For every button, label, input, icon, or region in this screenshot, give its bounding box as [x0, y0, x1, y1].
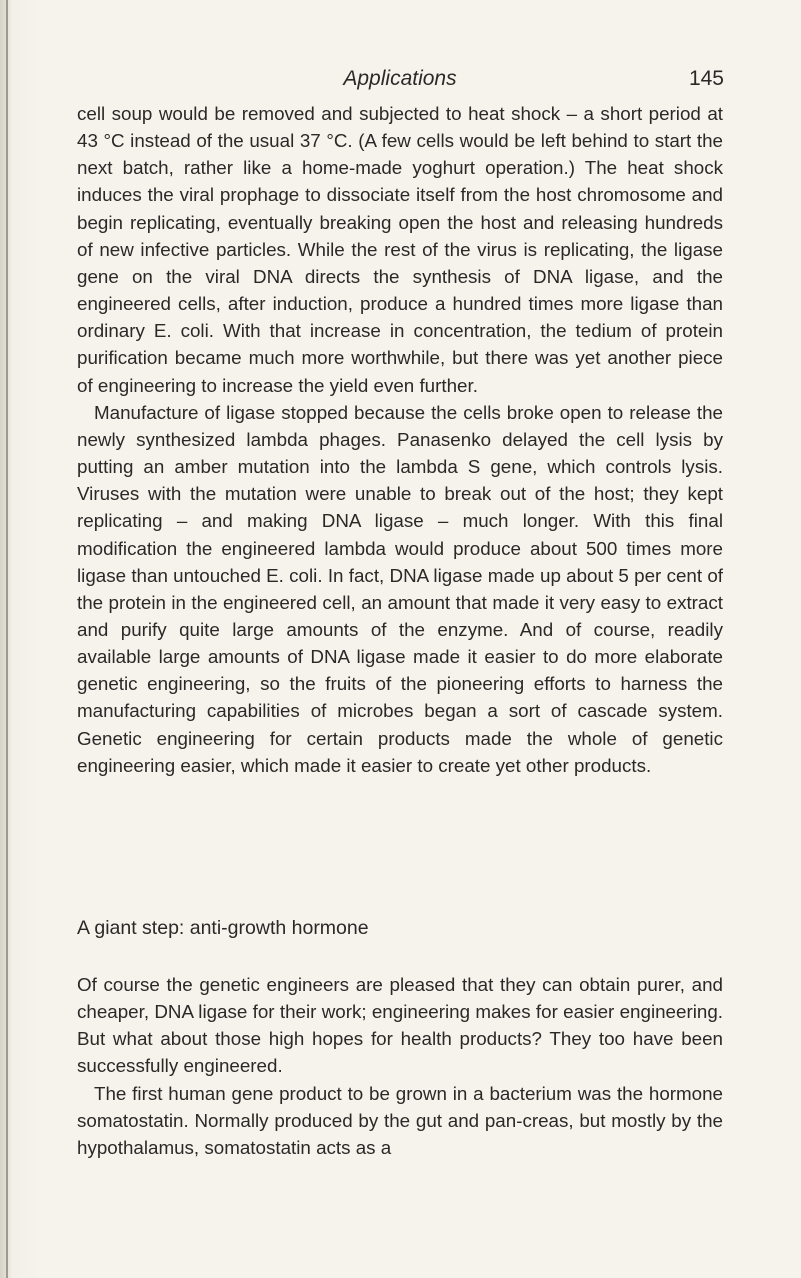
section-body-text [77, 971, 723, 1161]
section-heading: A giant step: anti-growth hormone [77, 917, 369, 939]
paragraph: Of course the genetic engineers are pleased that they can obtain purer, and cheaper, DNA ligase for their work; engineering makes for easier engineering. But what about those high hopes for health products? They too have been successfully engineered. [77, 974, 723, 1077]
running-head [76, 62, 724, 96]
binding-edge [6, 0, 8, 1278]
page-number: 145 [688, 67, 724, 90]
paragraph: The first human gene product to be grown in a bacterium was the hormone somatostatin. Normally produced by the gut and pan-creas, but mostly by the hypothalamus, somatostatin acts as a [77, 1082, 723, 1158]
running-title: Applications [343, 67, 457, 90]
body-text [77, 100, 723, 779]
paragraph: Manufacture of ligase stopped because the cells broke open to release the newly synthesized lambda phages. Panasenko delayed the cell lysis by putting an amber mutation into the lambda S gene, which controls lysis. Viruses with the mutation were unable to break out of the host; they kept replicating – and making DNA ligase – much longer. With this final modification the engineered lambda would produce about 500 times more ligase than untouched E. coli. In fact, DNA ligase made up about 5 per cent of the protein in the engineered cell, an amount that made it very easy to extract and purify quite large amounts of the enzyme. And of course, readily available large amounts of DNA ligase made it easier to do more elaborate genetic engineering, so the fruits of the pioneering efforts to harness the manufacturing capabilities of microbes began a sort of cascade system. Genetic engineering for certain products made the whole of genetic engineering easier, which made it easier to create yet other products. [77, 401, 723, 776]
paragraph: cell soup would be removed and subjected to heat shock – a short period at 43 °C instead of the usual 37 °C. (A few cells would be left behind to start the next batch, rather like a home-made yoghurt operation.) The heat shock induces the viral prophage to dissociate itself from the host chromosome and begin replicating, eventually breaking open the host and releasing hundreds of new infective particles. While the rest of the virus is replicating, the ligase gene on the viral DNA directs the synthesis of DNA ligase, and the engineered cells, after induction, produce a hundred times more ligase than ordinary E. coli. With that increase in concentration, the tedium of protein purification became much more worthwhile, but there was yet another piece of engineering to increase the yield even further. [77, 103, 723, 396]
